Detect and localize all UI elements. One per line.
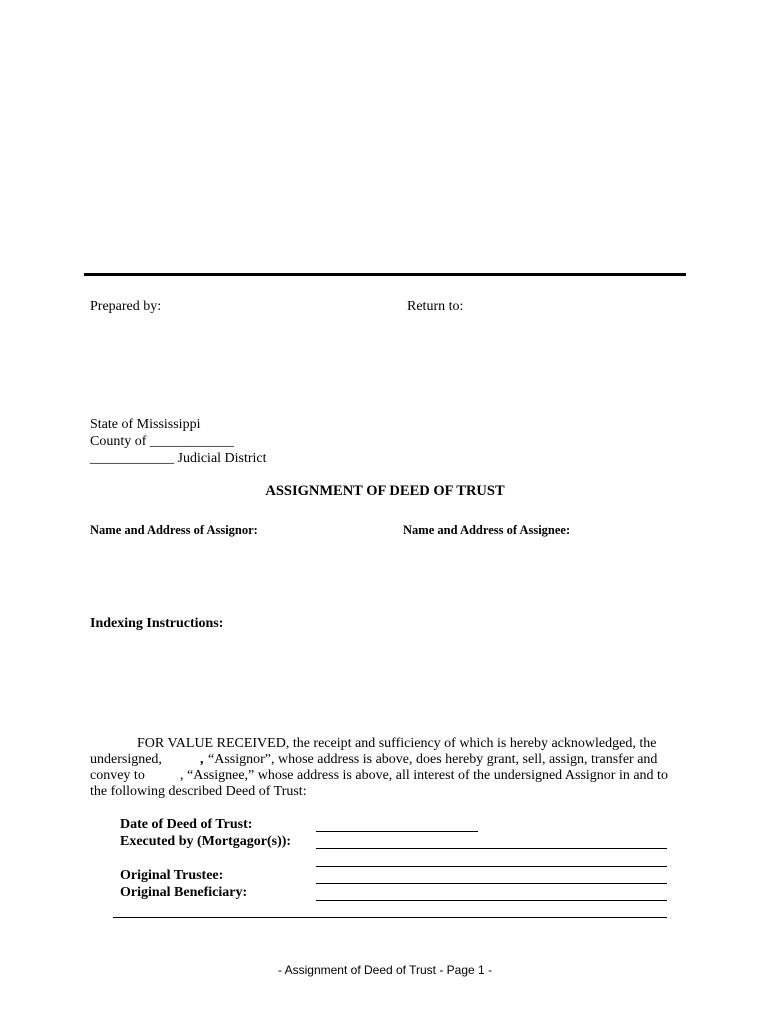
body-line-2-start: undersigned, xyxy=(90,752,162,767)
original-trustee-line xyxy=(316,883,667,884)
executed-by-line-2 xyxy=(316,866,667,867)
footer-text: Assignment of Deed of Trust - Page 1 xyxy=(284,963,485,977)
assignee-label: Name and Address of Assignee: xyxy=(403,523,571,537)
body-line-3-start: convey to xyxy=(90,768,145,783)
footer-dash-left: - xyxy=(277,963,282,977)
original-beneficiary-line xyxy=(316,900,667,901)
footer-dash-right: - xyxy=(488,963,493,977)
top-rule xyxy=(84,273,686,276)
judicial-district-line: ____________ Judicial District xyxy=(90,451,267,466)
body-line-2-comma: , xyxy=(200,752,204,767)
return-to-label: Return to: xyxy=(407,299,464,314)
date-of-deed-line xyxy=(316,831,478,832)
body-line-2-end: “Assignor”, whose address is above, does hereby grant, sell, assign, transfer and xyxy=(208,752,658,767)
executed-by-line-1 xyxy=(316,848,667,849)
body-line-1: FOR VALUE RECEIVED, the receipt and sufficiency of which is hereby acknowledged, the xyxy=(137,736,657,751)
assignor-label: Name and Address of Assignor: xyxy=(90,523,258,537)
body-line-4: the following described Deed of Trust: xyxy=(90,784,307,799)
indexing-instructions-label: Indexing Instructions: xyxy=(90,616,224,631)
document-title: ASSIGNMENT OF DEED OF TRUST xyxy=(265,483,505,499)
bottom-rule xyxy=(113,917,667,918)
page-footer xyxy=(0,963,770,977)
state-line: State of Mississippi xyxy=(90,417,201,432)
original-trustee-label: Original Trustee: xyxy=(120,868,224,883)
prepared-by-label: Prepared by: xyxy=(90,299,162,314)
executed-by-label: Executed by (Mortgagor(s)): xyxy=(120,834,292,849)
county-line: County of ____________ xyxy=(90,434,234,449)
date-of-deed-label: Date of Deed of Trust: xyxy=(120,817,253,832)
original-beneficiary-label: Original Beneficiary: xyxy=(120,885,248,900)
body-line-3-end: , “Assignee,” whose address is above, all interest of the undersigned Assignor in and to xyxy=(180,768,668,783)
